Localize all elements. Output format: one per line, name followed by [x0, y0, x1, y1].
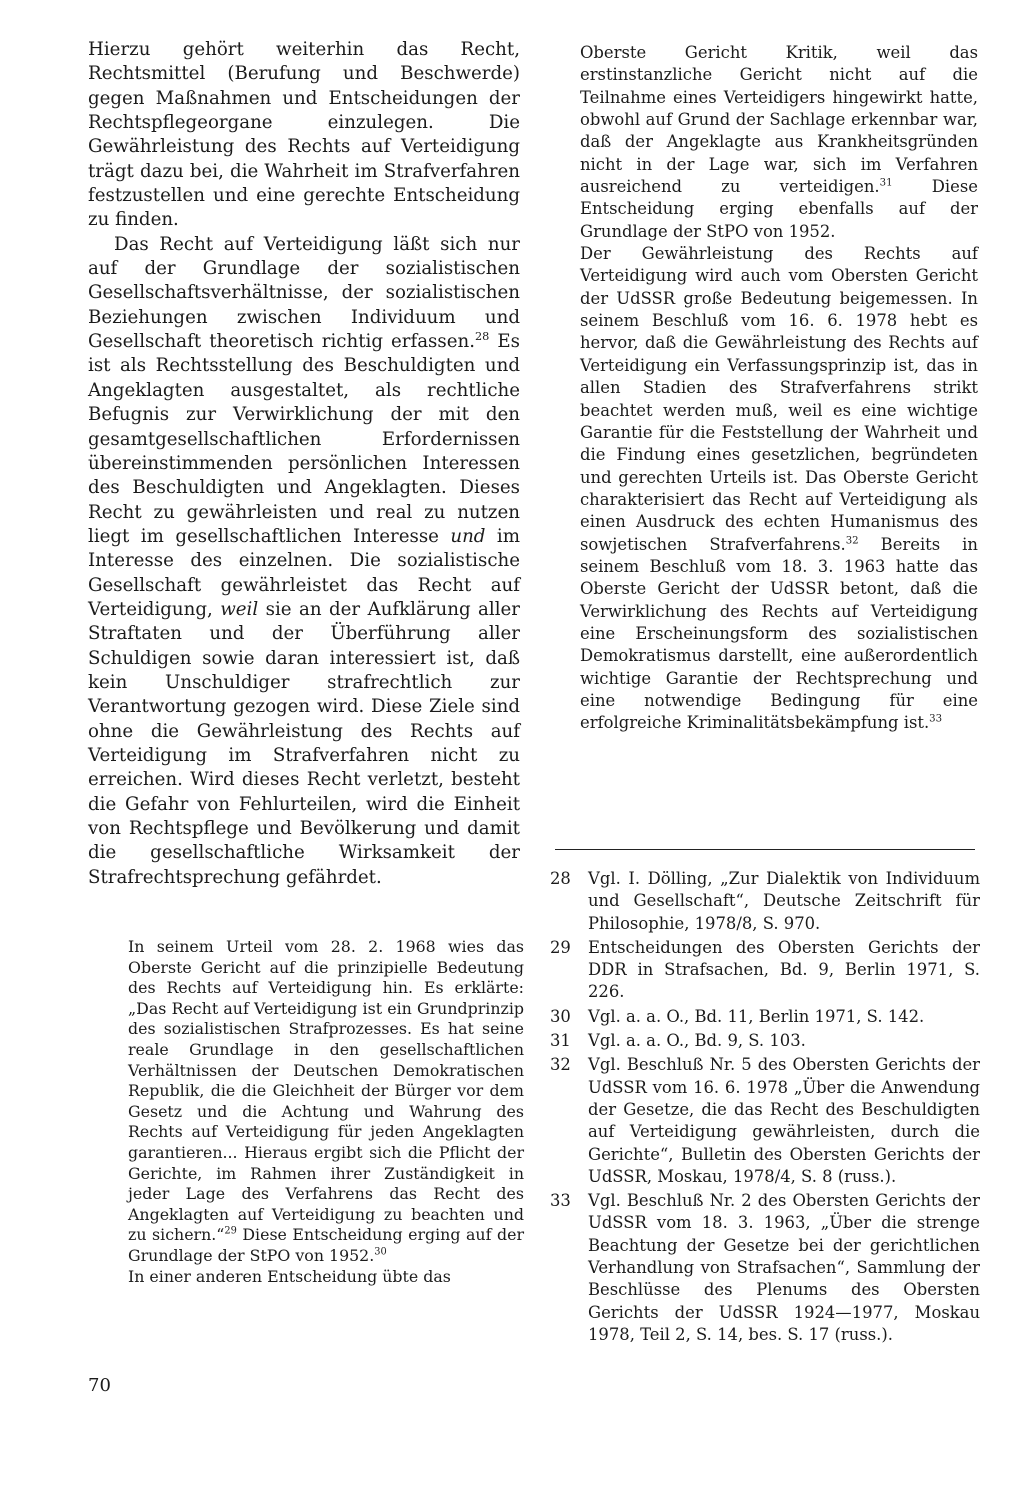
text-run: Diese Entscheidung erging ebenfalls auf der Grundlage der StPO von 1952. [580, 177, 978, 241]
right-text-column [580, 42, 978, 735]
footnote-number: 30 [550, 1006, 571, 1026]
footnote [550, 1030, 980, 1052]
footnote-text: Vgl. I. Dölling, „Zur Dialektik von Individuum und Gesellschaft“, Deutsche Zeitschrift für Philosophie, 1978/8, S. 970. [588, 869, 980, 933]
main-text-column [88, 38, 520, 890]
paragraph [580, 42, 978, 243]
footnote-ref[interactable]: 29 [224, 1226, 237, 1238]
footnotes [550, 868, 980, 1348]
paragraph [88, 233, 520, 890]
footnote-ref[interactable]: 30 [374, 1246, 387, 1258]
quoted-case-block [128, 937, 524, 1287]
text-run: Diese Entscheidung erging auf der Grundlage der StPO von 1952. [128, 1225, 524, 1265]
emphasis: weil [220, 598, 259, 620]
paragraph: In einer anderen Entscheidung übte das [128, 1266, 451, 1286]
footnote [550, 1190, 980, 1346]
footnote-text: Entscheidungen des Obersten Gerichts der DDR in Strafsachen, Bd. 9, Berlin 1971, S. 226. [588, 937, 980, 1002]
text-run: Es ist als Rechtsstellung des Beschuldigten und Angeklagten ausgestaltet, als rechtliche Befugnis zur Verwirklichung der mit den gesamtgesellschaftlichen Erfordernissen übereinstimmenden persönlichen Interessen des Beschuldigten und Angeklagten. Dieses Recht zu gewährleisten und real zu nutzen liegt im gesellschaftlichen Interesse [88, 331, 520, 547]
footnote-divider [555, 849, 975, 850]
text-run: Der Gewährleistung des Rechts auf Verteidigung wird auch vom Obersten Gericht der UdSSR große Bedeutung beigemessen. In seinem Beschluß vom 16. 6. 1978 hebt es hervor, daß die Gewährleistung des Rechts auf Verteidigung ein Verfassungsprinzip ist, das in allen Stadien des Strafverfahrens strikt beachtet werden muß, weil es eine wichtige Garantie für die Feststellung der Wahrheit und die Findung eines gesetzlichen, begründeten und gerechten Urteils ist. Das Oberste Gericht charakterisiert das Recht auf Verteidigung als einen Ausdruck des echten Humanismus des sowjetischen Strafverfahrens. [580, 244, 978, 554]
footnote [550, 937, 980, 1004]
emphasis: und [450, 525, 486, 547]
footnote-number: 28 [550, 869, 571, 888]
paragraph [580, 243, 978, 735]
footnote-text: Vgl. Beschluß Nr. 5 des Obersten Gerichts der UdSSR vom 16. 6. 1978 „Über die Anwendung der Gesetze, die das Recht des Beschuldigten auf Verteidigung gewährleisten, durch die Gerichte“, Bulletin des Obersten Gerichts der UdSSR, Moskau, 1978/4, S. 8 (russ.). [588, 1055, 980, 1186]
footnote-ref[interactable]: 31 [879, 177, 893, 189]
paragraph: Hierzu gehört weiterhin das Recht, Rechtsmittel (Berufung und Beschwerde) gegen Maßnahmen und Entscheidungen der Rechtspflegeorgane einzulegen. Die Gewährleistung des Rechts auf Verteidigung trägt dazu bei, die Wahrheit im Strafverfahren festzustellen und eine gerechte Entscheidung zu finden. [88, 39, 520, 231]
footnote [550, 868, 980, 935]
footnote-number: 33 [550, 1191, 571, 1211]
footnote-ref[interactable]: 32 [845, 535, 859, 547]
footnote-number: 32 [550, 1055, 571, 1075]
footnote-text: Vgl. Beschluß Nr. 2 des Obersten Gerichts der UdSSR vom 18. 3. 1963, „Über die strenge Beachtung der Gesetze bei der gerichtlichen Verhandlung von Strafsachen“, Sammlung der Beschlüsse des Plenums des Obersten Gerichts der UdSSR 1924—1977, Moskau 1978, Teil 2, S. 14, bes. S. 17 (russ.). [588, 1191, 980, 1344]
text-run: im Interesse des einzelnen. Die sozialistische Gesellschaft gewährleistet das Recht auf Verteidigung, [88, 525, 520, 620]
footnote-ref[interactable]: 33 [929, 713, 943, 725]
footnote [550, 1054, 980, 1188]
footnote-ref[interactable]: 28 [474, 330, 490, 344]
text-run: Oberste Gericht Kritik, weil das erstinstanzliche Gericht nicht auf die Teilnahme eines Verteidigers hingewirkt hatte, obwohl auf Grund der Sachlage erkennbar war, daß der Angeklagte aus Krankheitsgründen nicht in der Lage war, sich im Verfahren ausreichend zu verteidigen. [580, 43, 978, 197]
page-number: 70 [88, 1375, 111, 1396]
footnote-number: 29 [550, 937, 571, 957]
text-run: sie an der Aufklärung aller Straftaten und der Überführung aller Schuldigen sowie daran interessiert ist, daß kein Unschuldiger strafrechtlich zur Verantwortung gezogen wird. Diese Ziele sind ohne die Gewährleistung des Rechts auf Verteidigung im Strafverfahren nicht zu erreichen. Wird dieses Recht verletzt, besteht die Gefahr von Fehlurteilen, wird die Einheit von Rechtspflege und Bevölkerung und damit die gesellschaftliche Wirksamkeit der Strafrechtsprechung gefährdet. [88, 598, 520, 888]
text-run: Bereits in seinem Beschluß vom 18. 3. 1963 hatte das Oberste Gericht der UdSSR betont, daß die Verwirklichung des Rechts auf Verteidigung eine Erscheinungsform des sozialistischen Demokratismus darstellt, eine außerordentlich wichtige Garantie der Rechtsprechung und eine notwendige Bedingung für eine erfolgreiche Kriminalitätsbekämpfung ist. [580, 534, 978, 733]
footnote [550, 1006, 980, 1028]
footnote-number: 31 [550, 1031, 571, 1051]
footnote-text: Vgl. a. a. O., Bd. 11, Berlin 1971, S. 142. [588, 1006, 925, 1026]
paragraph [128, 937, 524, 1267]
text-run: Das Recht auf Verteidigung läßt sich nur auf der Grundlage der sozialistischen Gesellschaftsverhältnisse, der sozialistischen Beziehungen zwischen Individuum und Gesellschaft theoretisch richtig erfassen. [88, 233, 520, 353]
footnote-text: Vgl. a. a. O., Bd. 9, S. 103. [588, 1031, 806, 1051]
text-run: In seinem Urteil vom 28. 2. 1968 wies das Oberste Gericht auf die prinzipielle Bedeutung des Rechts auf Verteidigung hin. Es erklärte: „Das Recht auf Verteidigung ist ein Grundprinzip des sozialistischen Strafprozesses. Es hat seine reale Grundlage in den gesellschaftlichen Verhältnissen der Deutschen Demokratischen Republik, die die Gleichheit der Bürger vor dem Gesetz und die Achtung und Wahrung des Rechts auf Verteidigung für jeden Angeklagten garantieren... Hieraus ergibt sich die Pflicht der Gerichte, im Rahmen ihrer Zuständigkeit in jeder Lage des Verfahrens das Recht des Angeklagten auf Verteidigung zu beachten und zu sichern.“ [128, 937, 524, 1245]
